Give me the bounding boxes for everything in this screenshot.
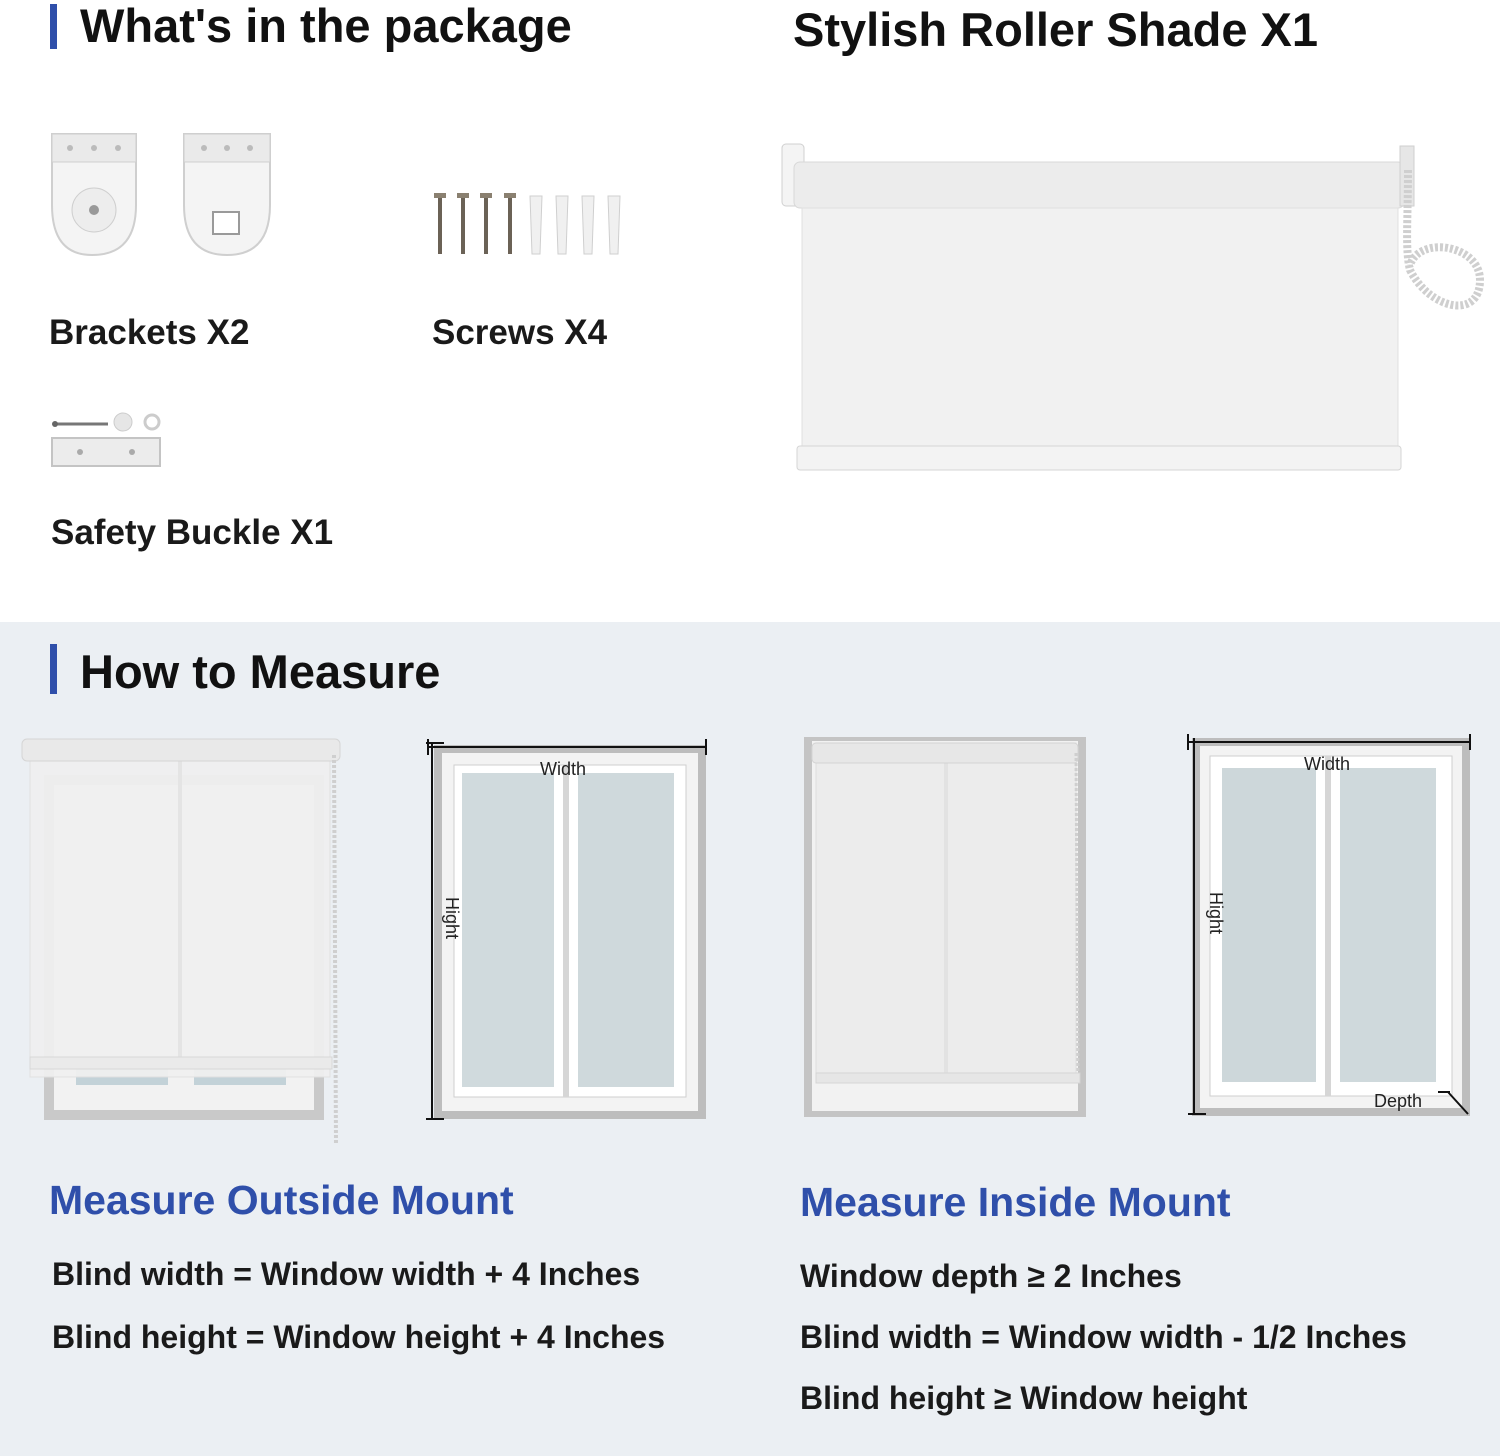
safety-buckle-label: Safety Buckle X1 — [51, 513, 334, 552]
measure-title: How to Measure — [80, 645, 441, 698]
brackets-label: Brackets X2 — [49, 313, 250, 352]
safety-buckle-icon — [50, 410, 165, 470]
screw-icon — [430, 190, 630, 262]
width-label: Width — [540, 759, 587, 779]
outside-mount-shade-illustration — [18, 735, 348, 1155]
width-label: Width — [1304, 754, 1351, 774]
outside-mount-line: Blind height = Window height + 4 Inches — [52, 1319, 666, 1355]
section-marker — [50, 4, 57, 49]
inside-mount-shade-illustration — [800, 733, 1090, 1123]
inside-mount-line: Blind width = Window width - 1/2 Inches — [800, 1319, 1407, 1355]
package-title: What's in the package — [80, 0, 572, 52]
bracket-icon — [48, 130, 278, 260]
height-label: Hight — [442, 897, 462, 940]
height-label: Hight — [1206, 892, 1226, 935]
outside-mount-title: Measure Outside Mount — [49, 1177, 514, 1223]
shade-title: Stylish Roller Shade X1 — [793, 3, 1319, 56]
inside-mount-window-diagram — [1180, 730, 1480, 1125]
outside-mount-line: Blind width = Window width + 4 Inches — [52, 1256, 641, 1292]
outside-mount-window-diagram — [420, 735, 715, 1125]
inside-mount-line: Window depth ≥ 2 Inches — [800, 1258, 1182, 1294]
depth-label: Depth — [1374, 1091, 1423, 1111]
screws-label: Screws X4 — [432, 313, 608, 352]
inside-mount-line: Blind height ≥ Window height — [800, 1380, 1248, 1416]
roller-shade-image — [780, 140, 1500, 475]
inside-mount-title: Measure Inside Mount — [800, 1179, 1231, 1225]
section-marker — [50, 644, 57, 694]
